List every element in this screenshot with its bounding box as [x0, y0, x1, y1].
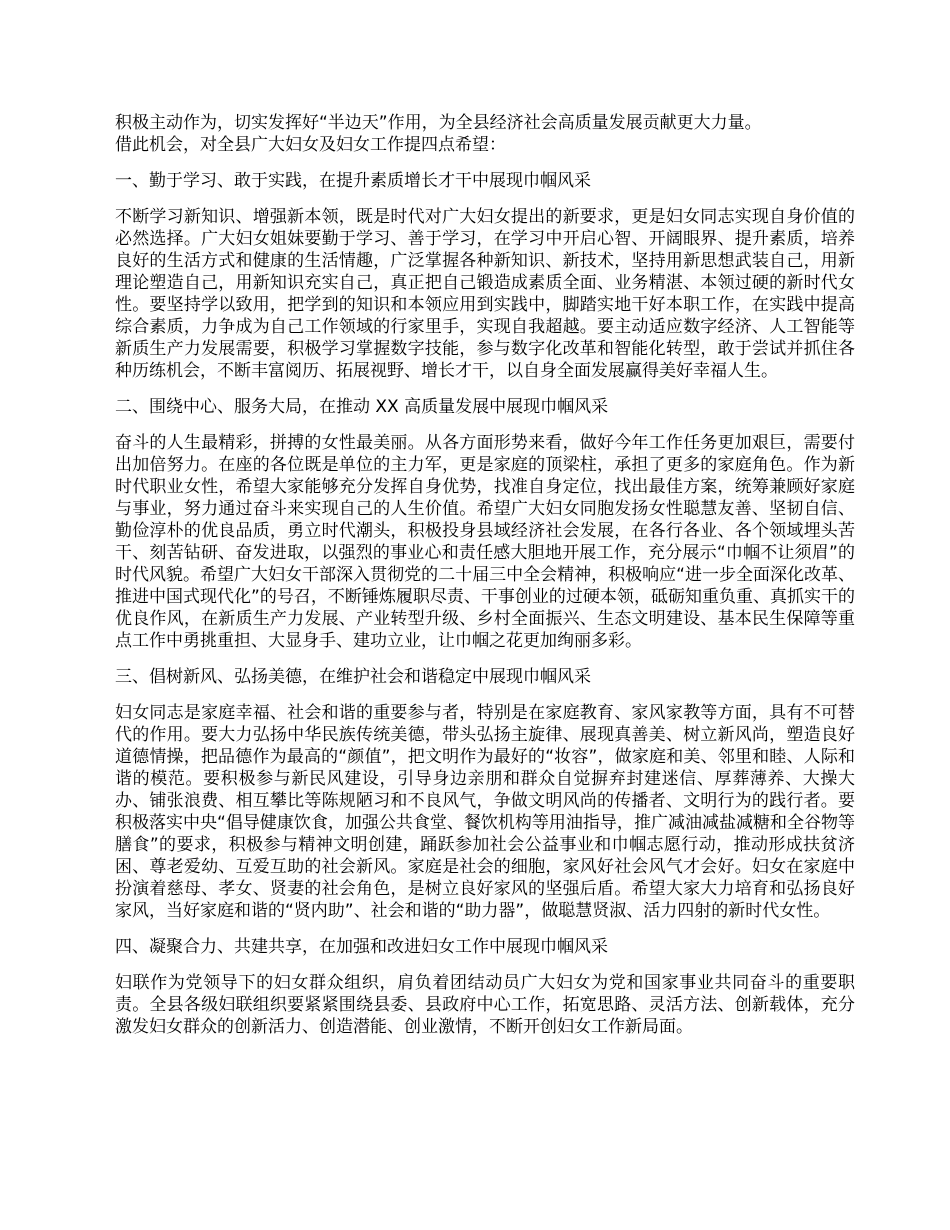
section-paragraph: 奋斗的人生最精彩，拼搏的女性最美丽。从各方面形势来看，做好今年工作任务更加艰巨，需要付出加倍努力。在座的各位既是单位的主力军，更是家庭的顶梁柱，承担了更多的家庭角色。作为新时代职业女性，希望大家能够充分发挥自身优势，找准自身定位，找出最佳方案，统筹兼顾好家庭与事业，努力通过奋斗来实现自己的人生价值。希望广大妇女同胞发扬女性聪慧友善、坚韧自信、勤俭淳朴的优良品质，勇立时代潮头，积极投身县域经济社会发展，在各行各业、各个领域埋头苦干、刻苦钻研、奋发进取，以强烈的事业心和责任感大胆地开展工作，充分展示“巾帼不让须眉”的时代风貌。希望广大妇女干部深入贯彻党的二十届三中全会精神，积极响应“进一步全面深化改革、推进中国式现代化”的号召，不断锤炼履职尽责、干事创业的过硬本领，砥砺知重负重、真抓实干的优良作风，在新质生产力发展、产业转型升级、乡村全面振兴、生态文明建设、基本民生保障等重点工作中勇挑重担、大显身手、建功立业，让巾帼之花更加绚丽多彩。	[115, 433, 855, 651]
section-paragraph: 不断学习新知识、增强新本领，既是时代对广大妇女提出的新要求，更是妇女同志实现自身价值的必然选择。广大妇女姐妹要勤于学习、善于学习，在学习中开启心智、开阔眼界、提升素质，培养良好的生活方式和健康的生活情趣，广泛掌握各种新知识、新技术，坚持用新思想武装自己，用新理论塑造自己，用新知识充实自己，真正把自己锻造成素质全面、业务精湛、本领过硬的新时代女性。要坚持学以致用，把学到的知识和本领应用到实践中，脚踏实地干好本职工作，在实践中提高综合素质，力争成为自己工作领域的行家里手，实现自我超越。要主动适应数字经济、人工智能等新质生产力发展需要，积极学习掌握数字技能，参与数字化改革和智能化转型，敢于尝试并抓住各种历练机会，不断丰富阅历、拓展视野、增长才干，以自身全面发展赢得美好幸福人生。	[115, 207, 855, 381]
section-paragraph: 妇联作为党领导下的妇女群众组织，肩负着团结动员广大妇女为党和国家事业共同奋斗的重要职责。全县各级妇联组织要紧紧围绕县委、县政府中心工作，拓宽思路、灵活方法、创新载体，充分激发妇女群众的创新活力、创造潜能、创业激情，不断开创妇女工作新局面。	[115, 973, 855, 1037]
section-heading: 四、凝聚合力、共建共享，在加强和改进妇女工作中展现巾帼风采	[115, 937, 608, 957]
section-heading: 三、倡树新风、弘扬美德，在维护社会和谐稳定中展现巾帼风采	[115, 667, 591, 687]
intro-line: 借此机会，对全县广大妇女及妇女工作提四点希望：	[115, 135, 506, 155]
section-heading: 二、围绕中心、服务大局，在推动 XX 高质量发展中展现巾帼风采	[115, 397, 609, 417]
section-paragraph: 妇女同志是家庭幸福、社会和谐的重要参与者，特别是在家庭教育、家风家教等方面，具有不可替代的作用。要大力弘扬中华民族传统美德，带头弘扬主旋律、展现真善美、树立新风尚，塑造良好道德情操，把品德作为最高的“颜值”，把文明作为最好的“妆容”，做家庭和美、邻里和睦、人际和谐的模范。要积极参与新民风建设，引导身边亲朋和群众自觉摒弃封建迷信、厚葬薄养、大操大办、铺张浪费、相互攀比等陈规陋习和不良风气，争做文明风尚的传播者、文明行为的践行者。要积极落实中央“倡导健康饮食，加强公共食堂、餐饮机构等用油指导，推广减油减盐减糖和全谷物等膳食”的要求，积极参与精神文明创建，踊跃参加社会公益事业和巾帼志愿行动，推动形成扶贫济困、尊老爱幼、互爱互助的社会新风。家庭是社会的细胞，家风好社会风气才会好。妇女在家庭中扮演着慈母、孝女、贤妻的社会角色，是树立良好家风的坚强后盾。希望大家大力培育和弘扬良好家风，当好家庭和谐的“贤内助”、社会和谐的“助力器”，做聪慧贤淑、活力四射的新时代女性。	[115, 703, 855, 921]
document-body	[115, 112, 855, 1038]
section-heading: 一、勤于学习、敢于实践，在提升素质增长才干中展现巾帼风采	[115, 171, 591, 191]
intro-line: 积极主动作为，切实发挥好“半边天”作用，为全县经济社会高质量发展贡献更大力量。	[115, 113, 762, 133]
